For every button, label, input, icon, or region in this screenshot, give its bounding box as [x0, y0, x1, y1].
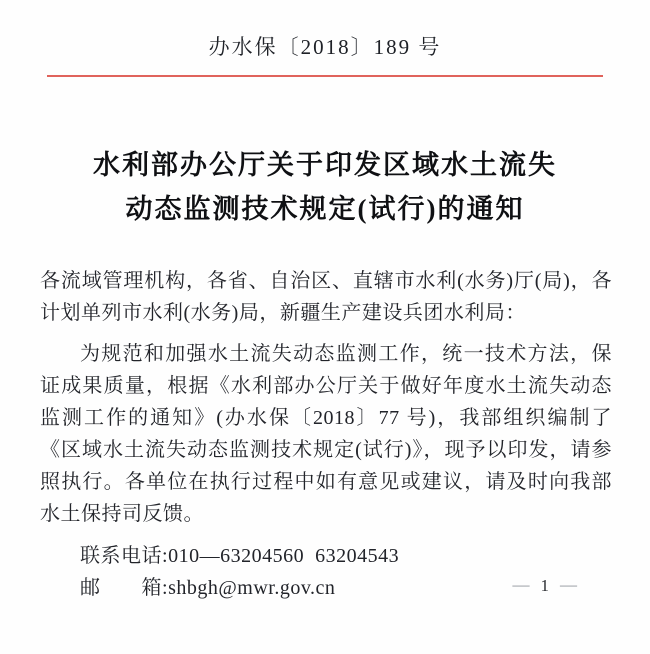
phone-label: 联系电话 [80, 545, 162, 567]
main-paragraph: 为规范和加强水土流失动态监测工作，统一技术方法，保证成果质量，根据《水利部办公厅关于做好年度水土流失动态监测工作的通知》(办水保〔2018〕77 号)，我部组织编制了《区域水土流失动态监测技术规定(试行)》，现予以印发，请参照执行。各单位在执行过程中如有意见或建议，请及时向我部水土保持司反馈。 [40, 343, 612, 525]
salutation-paragraph: 各流域管理机构，各省、自治区、直辖市水利(水务)厅(局)，各计划单列市水利(水务)局，新疆生产建设兵团水利局： [40, 270, 612, 324]
email-address: shbgh@mwr.gov.cn [168, 577, 336, 599]
phone-number-1: 010—63204560 [168, 545, 305, 567]
contact-phone-row [80, 540, 612, 572]
email-separator: : [162, 577, 169, 599]
phone-separator: : [162, 545, 169, 567]
footer-dash-right: — [560, 575, 577, 594]
document-body [40, 265, 612, 604]
document-number: 办水保〔2018〕189 号 [208, 35, 442, 59]
email-label: 邮箱 [80, 577, 162, 599]
page-number-footer [502, 575, 589, 597]
page-number: 1 [540, 576, 549, 595]
document-title-line1: 水利部办公厅关于印发区域水土流失 [93, 150, 557, 180]
document-title [0, 143, 650, 231]
document-title-line2: 动态监测技术规定(试行)的通知 [125, 194, 525, 224]
footer-dash-left: — [512, 575, 530, 594]
phone-number-2: 63204543 [315, 545, 400, 567]
red-divider-line [47, 75, 603, 77]
